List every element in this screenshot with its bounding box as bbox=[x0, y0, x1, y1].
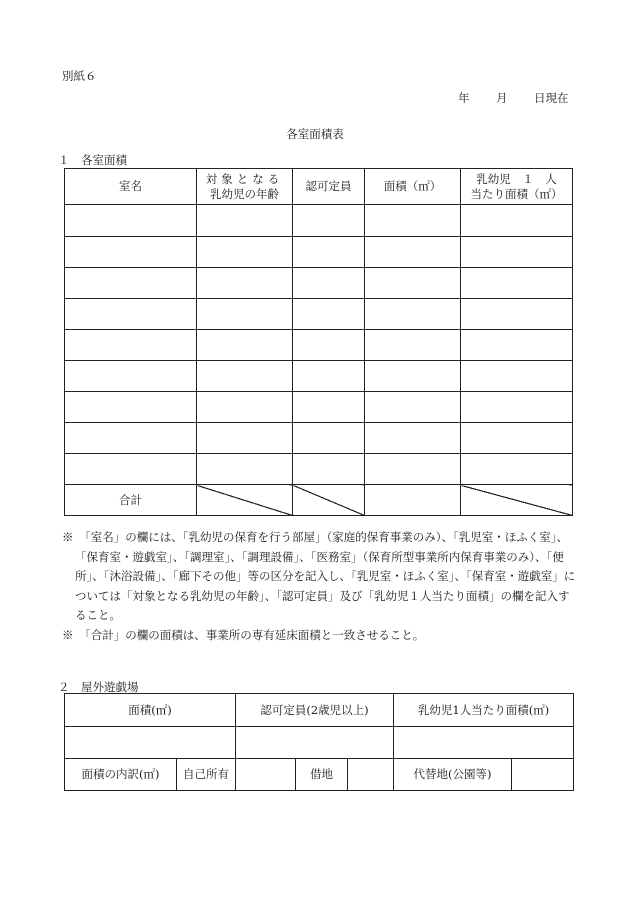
section1-heading: １ 各室面積 bbox=[58, 153, 127, 167]
breakdown-leased-cell[interactable] bbox=[348, 759, 394, 791]
cell[interactable] bbox=[365, 454, 461, 485]
cell[interactable] bbox=[461, 361, 573, 392]
breakdown-owned-label: 自己所有 bbox=[177, 759, 236, 791]
table-row bbox=[65, 205, 573, 237]
cell[interactable] bbox=[197, 299, 293, 330]
total-label: 合計 bbox=[65, 485, 197, 516]
cell[interactable] bbox=[365, 299, 461, 330]
total-age-slashed-cell bbox=[197, 485, 293, 516]
cell[interactable] bbox=[461, 330, 573, 361]
total-area-cell[interactable] bbox=[365, 485, 461, 516]
header-room-name: 室名 bbox=[65, 169, 197, 205]
table-row bbox=[65, 268, 573, 299]
outdoor-area-cell[interactable] bbox=[65, 727, 236, 759]
breakdown-substitute-cell[interactable] bbox=[512, 759, 574, 791]
cell[interactable] bbox=[461, 423, 573, 454]
cell[interactable] bbox=[293, 299, 365, 330]
header-per-child-area bbox=[461, 169, 573, 205]
outdoor-value-row bbox=[65, 727, 574, 759]
breakdown-owned-cell[interactable] bbox=[236, 759, 296, 791]
cell[interactable] bbox=[365, 392, 461, 423]
total-row bbox=[65, 485, 573, 516]
section1-notes bbox=[62, 528, 576, 645]
cell[interactable] bbox=[65, 268, 197, 299]
cell[interactable] bbox=[65, 205, 197, 237]
cell[interactable] bbox=[65, 454, 197, 485]
cell[interactable] bbox=[293, 237, 365, 268]
table-row bbox=[65, 423, 573, 454]
cell[interactable] bbox=[293, 454, 365, 485]
cell[interactable] bbox=[365, 268, 461, 299]
cell[interactable] bbox=[65, 330, 197, 361]
cell[interactable] bbox=[365, 423, 461, 454]
total-capacity-slashed-cell bbox=[293, 485, 365, 516]
outdoor-header-row bbox=[65, 694, 574, 727]
cell[interactable] bbox=[461, 268, 573, 299]
cell[interactable] bbox=[461, 299, 573, 330]
outdoor-per-child-cell[interactable] bbox=[394, 727, 574, 759]
total-per-child-slashed-cell bbox=[461, 485, 573, 516]
cell[interactable] bbox=[365, 205, 461, 237]
date-year-label: 年 bbox=[458, 91, 470, 105]
table-row bbox=[65, 299, 573, 330]
cell[interactable] bbox=[365, 361, 461, 392]
table-row bbox=[65, 361, 573, 392]
cell[interactable] bbox=[293, 268, 365, 299]
table-row bbox=[65, 330, 573, 361]
note-total: ※ 「合計」の欄の面積は、事業所の専有延床面積と一致させること。 bbox=[62, 627, 425, 642]
room-area-table bbox=[64, 168, 573, 516]
breakdown-label: 面積の内訳(㎡) bbox=[65, 759, 177, 791]
table-row bbox=[65, 237, 573, 268]
outdoor-capacity-cell[interactable] bbox=[236, 727, 394, 759]
cell[interactable] bbox=[65, 299, 197, 330]
cell[interactable] bbox=[65, 361, 197, 392]
cell[interactable] bbox=[461, 454, 573, 485]
cell[interactable] bbox=[461, 392, 573, 423]
cell[interactable] bbox=[365, 237, 461, 268]
cell[interactable] bbox=[461, 205, 573, 237]
annex-label: 別紙６ bbox=[62, 69, 97, 83]
outdoor-header-area: 面積(㎡) bbox=[65, 694, 236, 727]
header-per-child-line2: 当たり面積（㎡） bbox=[470, 186, 563, 201]
cell[interactable] bbox=[197, 330, 293, 361]
cell[interactable] bbox=[197, 423, 293, 454]
cell[interactable] bbox=[197, 205, 293, 237]
breakdown-leased-label: 借地 bbox=[296, 759, 348, 791]
cell[interactable] bbox=[461, 237, 573, 268]
outdoor-playground-table bbox=[64, 693, 574, 791]
cell[interactable] bbox=[293, 330, 365, 361]
header-target-age-line2: 乳幼児の年齢 bbox=[210, 186, 279, 201]
header-target-age bbox=[197, 169, 293, 205]
table-row bbox=[65, 392, 573, 423]
date-month-label: 月 bbox=[496, 91, 508, 105]
cell[interactable] bbox=[197, 392, 293, 423]
breakdown-substitute-label: 代替地(公園等) bbox=[394, 759, 512, 791]
outdoor-breakdown-row bbox=[65, 759, 574, 791]
cell[interactable] bbox=[65, 423, 197, 454]
cell[interactable] bbox=[365, 330, 461, 361]
table-row bbox=[65, 454, 573, 485]
document-title: 各室面積表 bbox=[286, 127, 344, 141]
outdoor-header-capacity: 認可定員(2歳児以上) bbox=[236, 694, 394, 727]
outdoor-header-per-child: 乳幼児1人当たり面積(㎡) bbox=[394, 694, 574, 727]
cell[interactable] bbox=[197, 454, 293, 485]
note-room-name: ※ 「室名」の欄には、「乳幼児の保育を行う部屋」（家庭的保育事業のみ）、「乳児室・ほふく室」、「保育室・遊戯室」、「調理室」、「調理設備」、「医務室」（保育所型事業所内保育事業のみ）、「便所」、「沐浴設備」、「廊下その他」等の区分を記入し、「乳児室・ほふく室」、「保育室・遊戯室」については「対象となる乳幼児の年齢」、「認可定員」及び「乳幼児１人当たり面積」の欄を記入すること。 bbox=[62, 530, 576, 622]
cell[interactable] bbox=[293, 205, 365, 237]
header-per-child-line1: 乳幼児 １ 人 bbox=[476, 171, 557, 186]
cell[interactable] bbox=[197, 268, 293, 299]
cell[interactable] bbox=[293, 392, 365, 423]
header-target-age-line1: 対象となる bbox=[205, 171, 284, 186]
cell[interactable] bbox=[293, 361, 365, 392]
cell[interactable] bbox=[65, 237, 197, 268]
date-day-current-label: 日現在 bbox=[534, 91, 569, 105]
cell[interactable] bbox=[197, 361, 293, 392]
header-capacity: 認可定員 bbox=[293, 169, 365, 205]
cell[interactable] bbox=[65, 392, 197, 423]
room-area-header-row bbox=[65, 169, 573, 205]
section2-heading: ２ 屋外遊戯場 bbox=[58, 680, 139, 694]
cell[interactable] bbox=[197, 237, 293, 268]
header-area: 面積（㎡） bbox=[365, 169, 461, 205]
cell[interactable] bbox=[293, 423, 365, 454]
